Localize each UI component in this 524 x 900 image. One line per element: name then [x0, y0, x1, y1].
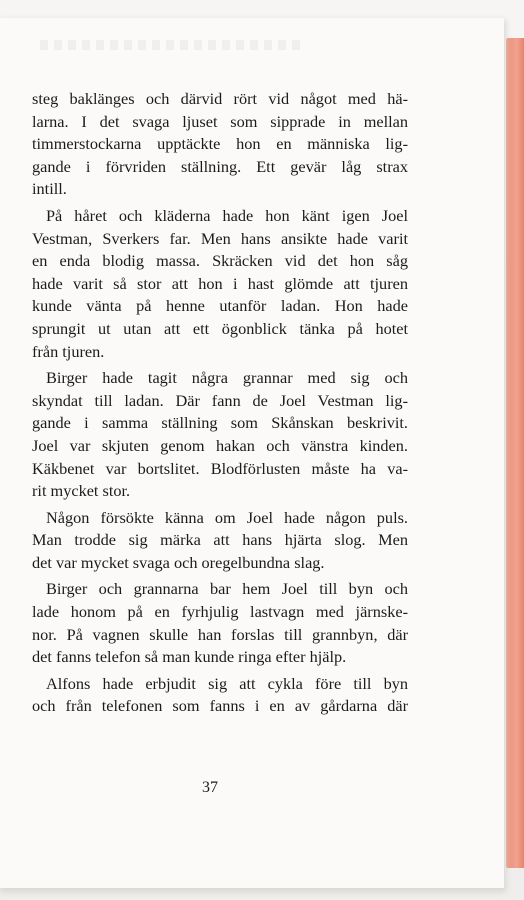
- text-line: Man trodde sig märka att hans hjärta slog. Men: [32, 530, 408, 550]
- paragraph-2: [32, 205, 408, 363]
- text-line: timmerstockarna upptäckte hon en människa lig-: [32, 134, 408, 154]
- bleed-through-text: [40, 40, 300, 50]
- page-number: 37: [202, 779, 218, 796]
- book-cover-edge: [506, 38, 524, 868]
- text-line: intill.: [32, 179, 67, 199]
- text-line: gande i förvriden ställning. Ett gevär låg strax: [32, 156, 408, 176]
- paragraph-5: [32, 578, 408, 668]
- paragraph-4: [32, 507, 408, 575]
- text-line: hade varit så stor att hon i hast glömde att tjuren: [32, 273, 408, 293]
- body-text: [32, 88, 408, 722]
- paragraph-1: [32, 88, 408, 201]
- text-line: steg baklänges och därvid rört vid något med hä-: [32, 89, 408, 108]
- text-line: skyndat till ladan. Där fann de Joel Vestman lig-: [32, 390, 408, 410]
- text-line: På håret och kläderna hade hon känt igen Joel: [46, 205, 408, 225]
- paragraph-3: [32, 367, 408, 503]
- text-line: Alfons hade erbjudit sig att cykla före till byn: [46, 673, 408, 693]
- text-line: det fanns telefon så man kunde ringa efter hjälp.: [32, 647, 347, 667]
- text-line: Någon försökte känna om Joel hade någon puls.: [46, 507, 408, 527]
- text-line: gande i samma ställning som Skånskan beskrivit.: [32, 413, 408, 433]
- text-line: nor. På vagnen skulle han forslas till grannbyn, där: [32, 624, 408, 644]
- text-line: sprungit ut utan att ett ögonblick tänka på hotet: [32, 318, 408, 338]
- text-line: lade honom på en fyrhjulig lastvagn med järnske-: [32, 602, 408, 622]
- text-line: larna. I det svaga ljuset som sipprade in mellan: [32, 111, 408, 131]
- text-line: Birger hade tagit några grannar med sig och: [46, 368, 408, 388]
- text-line: rit mycket stor.: [32, 481, 131, 501]
- text-line: Vestman, Sverkers far. Men hans ansikte hade varit: [32, 228, 408, 248]
- text-line: Joel var skjuten genom hakan och vänstra kinden.: [32, 435, 408, 455]
- text-line: Birger och grannarna bar hem Joel till byn och: [46, 579, 408, 599]
- text-line: och från telefonen som fanns i en av gårdarna där: [32, 696, 408, 716]
- text-line: från tjuren.: [32, 341, 105, 361]
- paragraph-6: [32, 673, 408, 718]
- text-line: en enda blodig massa. Skräcken vid det hon såg: [32, 251, 408, 271]
- text-line: kunde vänta på henne utanför ladan. Hon hade: [32, 296, 408, 316]
- text-line: det var mycket svaga och oregelbundna slag.: [32, 552, 325, 572]
- text-line: Käkbenet var bortslitet. Blodförlusten måste ha va-: [32, 458, 408, 478]
